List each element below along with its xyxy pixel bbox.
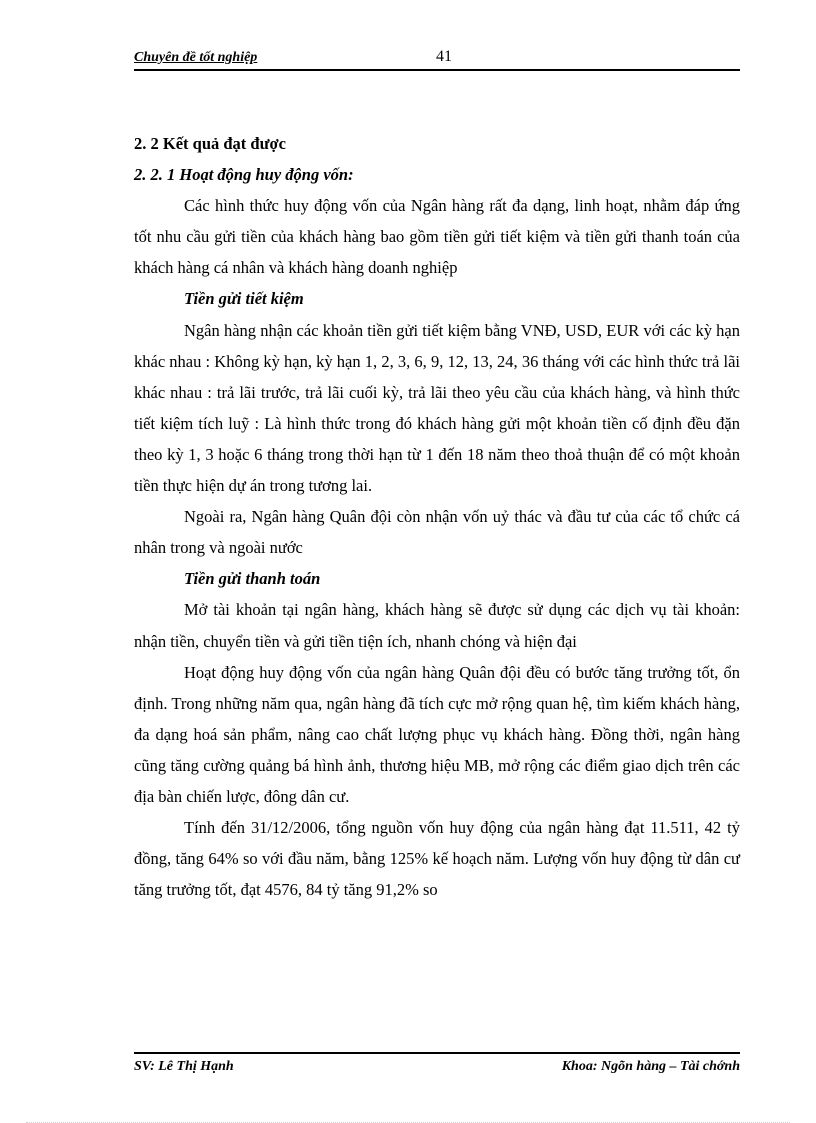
section-heading: 2. 2 Kết quả đạt được <box>134 134 286 153</box>
subheading-savings: Tiền gửi tiết kiệm <box>184 289 304 309</box>
paragraph-2006: Tính đến 31/12/2006, tổng nguồn vốn huy động của ngân hàng đạt 11.511, 42 tỷ đồng, tăng 64% so với đầu năm, bằng 125% kế hoạch năm. Lượng vốn huy động từ dân cư tăng trưởng tốt, đạt 4576, 84 tỷ tăng 91,2% so <box>134 818 740 900</box>
subsection-heading: 2. 2. 1 Hoạt động huy động vốn: <box>134 165 354 185</box>
page-number: 41 <box>436 48 452 65</box>
paragraph-trust: Ngoài ra, Ngân hàng Quân đội còn nhận vốn uỷ thác và đầu tư của các tổ chức cá nhân trong và ngoài nước <box>134 507 740 558</box>
paragraph-growth: Hoạt động huy động vốn của ngân hàng Quân đội đều có bước tăng trưởng tốt, ổn định. Trong những năm qua, ngân hàng đã tích cực mở rộng quan hệ, tìm kiếm khách hàng, đa dạng hoá sản phẩm, nâng cao chất lượng phục vụ khách hàng. Đồng thời, ngân hàng cũng tăng cường quảng bá hình ảnh, thương hiệu MB, mở rộng các điểm giao dịch trên các địa bàn chiến lược, đông dân cư. <box>134 662 740 806</box>
page-header <box>134 47 740 71</box>
paragraph-savings: Ngân hàng nhận các khoản tiền gửi tiết kiệm bằng VNĐ, USD, EUR với các kỳ hạn khác nhau : Không kỳ hạn, kỳ hạn 1, 2, 3, 6, 9, 12, 13, 24, 36 tháng với các hình thức trả lãi khác nhau : trả lãi trước, trả lãi cuối kỳ, trả lãi theo yêu cầu của khách hàng, và hình thức tiết kiệm tích luỹ : Là hình thức trong đó khách hàng gửi một khoản tiền cố định đều đặn theo kỳ 1, 3 hoặc 6 tháng trong thời hạn từ 1 đến 18 năm theo thoả thuận để có một khoản tiền thực hiện dự án trong tương lai. <box>134 320 740 496</box>
paragraph-payment: Mở tài khoản tại ngân hàng, khách hàng sẽ được sử dụng các dịch vụ tài khoản: nhận tiền, chuyển tiền và gửi tiền tiện ích, nhanh chóng và hiện đại <box>134 600 740 651</box>
document-body <box>134 128 740 905</box>
footer-faculty: Khoa: Ngõn hàng – Tài chớnh <box>561 1059 740 1074</box>
subheading-payment: Tiền gửi thanh toán <box>184 569 321 589</box>
footer-student: SV: Lê Thị Hạnh <box>134 1059 234 1074</box>
page-footer <box>134 1052 740 1078</box>
paragraph-intro: Các hình thức huy động vốn của Ngân hàng rất đa dạng, linh hoạt, nhằm đáp ứng tốt nhu cầu gửi tiền của khách hàng bao gồm tiền gửi tiết kiệm và tiền gửi thanh toán của khách hàng cá nhân và khách hàng doanh nghiệp <box>134 196 740 278</box>
header-doc-title: Chuyên đề tốt nghiệp <box>134 50 258 65</box>
